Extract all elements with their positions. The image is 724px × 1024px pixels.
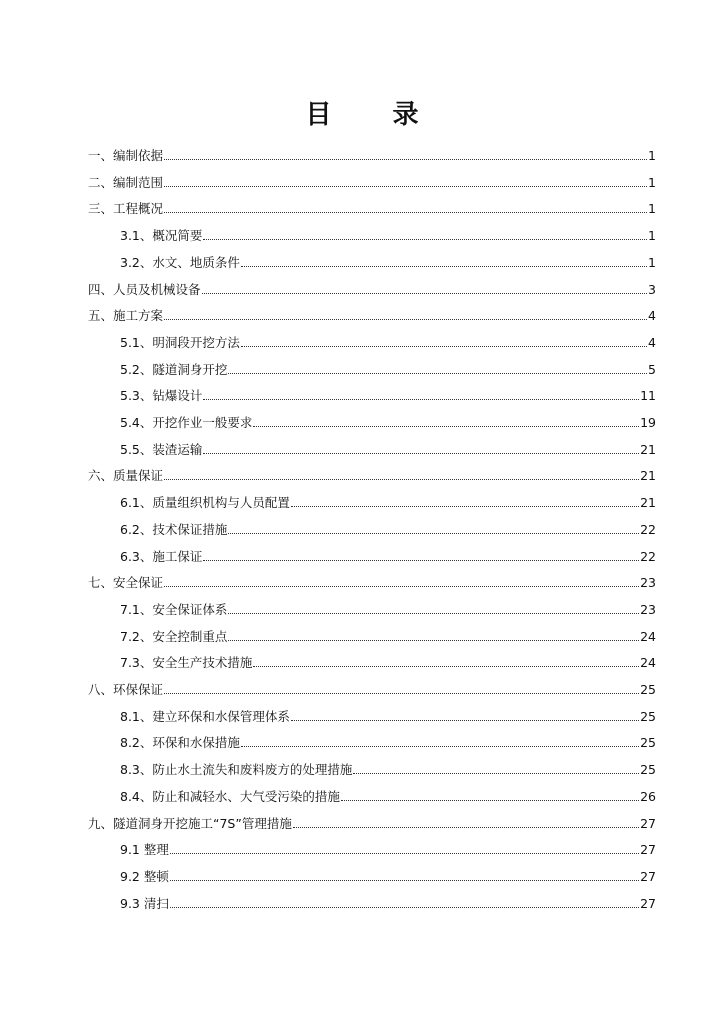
toc-entry[interactable] [120, 837, 656, 857]
toc-entry-page-number: 22 [640, 521, 656, 537]
toc-entry-page-number: 25 [640, 762, 656, 778]
toc-entry-page-number: 19 [640, 415, 656, 430]
dot-leader [293, 826, 639, 828]
toc-entry-label: 9.3 清扫 [120, 895, 169, 911]
toc-entry-label: 5.2、隧道洞身开挖 [120, 361, 228, 377]
toc-entry-label: 6.2、技术保证措施 [120, 521, 228, 537]
dot-leader [353, 772, 639, 774]
toc-entry-label: 9.2 整顿 [120, 868, 169, 884]
dot-leader [291, 505, 639, 507]
dot-leader [253, 425, 639, 427]
toc-entry-label: 8.2、环保和水保措施 [120, 735, 240, 751]
toc-entry[interactable] [88, 570, 656, 590]
toc-entry-page-number: 27 [640, 815, 656, 831]
dot-leader [228, 532, 639, 534]
toc-entry[interactable] [120, 544, 656, 564]
dot-leader [203, 452, 639, 454]
toc-entry-page-number: 26 [640, 788, 656, 804]
toc-entry-label: 六、质量保证 [88, 468, 164, 484]
toc-entry-label: 5.5、装渣运输 [120, 441, 203, 457]
toc-entry-page-number: 21 [640, 441, 656, 457]
toc-entry-label: 七、安全保证 [88, 575, 164, 591]
toc-entry-page-number: 24 [640, 655, 656, 671]
dot-leader [228, 372, 647, 374]
toc-entry-label: 8.4、防止和减轻水、大气受污染的措施 [120, 788, 340, 804]
toc-entry[interactable] [120, 730, 656, 750]
dot-leader [203, 559, 639, 561]
toc-entry-page-number: 27 [640, 842, 656, 858]
dot-leader [170, 852, 639, 854]
dot-leader [164, 158, 647, 160]
toc-entry[interactable] [120, 624, 656, 644]
toc-entry-page-number: 24 [640, 628, 656, 644]
toc-entry-label: 九、隧道洞身开挖施工“7S”管理措施 [88, 815, 292, 831]
toc-entry-page-number: 11 [640, 388, 656, 404]
toc-entry-label: 9.1 整理 [120, 842, 169, 858]
toc-entry[interactable] [88, 677, 656, 697]
dot-leader [170, 879, 639, 881]
toc-entry-page-number: 21 [640, 495, 656, 511]
toc-entry-label: 二、编制范围 [88, 174, 164, 190]
toc-entry-page-number: 23 [640, 575, 656, 591]
toc-entry-page-number: 21 [640, 468, 656, 484]
toc-entry[interactable] [120, 330, 656, 350]
toc-entry-page-number: 23 [640, 601, 656, 617]
toc-entry-page-number: 25 [640, 708, 656, 724]
toc-entry[interactable] [120, 410, 656, 430]
toc-entry-page-number: 1 [648, 201, 656, 217]
toc-entry-page-number: 1 [648, 174, 656, 190]
toc-entry-page-number: 27 [640, 895, 656, 911]
toc-entry[interactable] [120, 517, 656, 537]
toc-entry-label: 6.3、施工保证 [120, 548, 203, 564]
toc-entry[interactable] [88, 277, 656, 297]
toc-entry-label: 5.3、钻爆设计 [120, 388, 203, 404]
toc-entry[interactable] [120, 704, 656, 724]
toc-entry-label: 八、环保保证 [88, 682, 164, 697]
toc-entry-label: 7.3、安全生产技术措施 [120, 655, 253, 671]
dot-leader [291, 719, 639, 721]
dot-leader [164, 585, 639, 587]
page-title: 目 录 [305, 100, 445, 130]
toc-entry[interactable] [88, 196, 656, 216]
toc-entry-page-number: 1 [648, 254, 656, 270]
dot-leader [164, 211, 647, 213]
toc-entry[interactable] [88, 811, 656, 831]
toc-entry-label: 7.2、安全控制重点 [120, 628, 228, 644]
toc-entry-label: 五、施工方案 [88, 308, 164, 324]
toc-entry-page-number: 1 [648, 228, 656, 244]
toc-entry[interactable] [120, 864, 656, 884]
toc-entry-label: 3.1、概况简要 [120, 228, 203, 244]
toc-entry-label: 7.1、安全保证体系 [120, 601, 228, 617]
toc-entry[interactable] [120, 490, 656, 510]
toc-entry-page-number: 5 [648, 361, 656, 377]
dot-leader [241, 265, 647, 267]
toc-entry-label: 8.1、建立环保和水保管理体系 [120, 708, 290, 724]
toc-entry-label: 5.4、开挖作业一般要求 [120, 415, 253, 430]
toc-entry-label: 一、编制依据 [88, 148, 164, 163]
toc-entry[interactable] [120, 784, 656, 804]
toc-entry[interactable] [120, 891, 656, 911]
toc-entry[interactable] [120, 650, 656, 670]
dot-leader [170, 906, 639, 908]
dot-leader [164, 185, 647, 187]
toc-entry[interactable] [120, 357, 656, 377]
toc-entry-label: 5.1、明洞段开挖方法 [120, 334, 240, 350]
toc-entry-label: 6.1、质量组织机构与人员配置 [120, 495, 290, 511]
dot-leader [241, 745, 639, 747]
toc-entry-page-number: 3 [648, 281, 656, 297]
toc-entry[interactable] [120, 223, 656, 243]
dot-leader [203, 398, 639, 400]
toc-entry[interactable] [120, 597, 656, 617]
dot-leader [164, 318, 647, 320]
dot-leader [228, 612, 639, 614]
dot-leader [241, 345, 647, 347]
toc-entry-page-number: 4 [648, 308, 656, 324]
toc-entry-page-number: 25 [640, 682, 656, 697]
toc-entry-page-number: 22 [640, 548, 656, 564]
dot-leader [164, 692, 639, 694]
dot-leader [341, 799, 639, 801]
dot-leader [253, 665, 639, 667]
toc-entry-page-number: 27 [640, 868, 656, 884]
toc-entry[interactable] [120, 757, 656, 777]
toc-entry[interactable] [88, 143, 656, 163]
toc-entry-label: 四、人员及机械设备 [88, 281, 201, 297]
toc-entry[interactable] [120, 250, 656, 270]
toc-entry-label: 三、工程概况 [88, 201, 164, 217]
toc-entry[interactable] [88, 463, 656, 483]
dot-leader [203, 238, 647, 240]
toc-entry-page-number: 25 [640, 735, 656, 751]
toc-entry-label: 8.3、防止水土流失和废料废方的处理措施 [120, 762, 353, 778]
toc-entry[interactable] [88, 170, 656, 190]
toc-entry-page-number: 4 [648, 334, 656, 350]
dot-leader [164, 478, 639, 480]
dot-leader [228, 639, 639, 641]
toc-entry-label: 3.2、水文、地质条件 [120, 254, 240, 270]
dot-leader [202, 292, 648, 294]
toc-entry[interactable] [88, 303, 656, 323]
toc-entry[interactable] [120, 437, 656, 457]
toc-entry[interactable] [120, 383, 656, 403]
toc-entry-page-number: 1 [648, 148, 656, 163]
